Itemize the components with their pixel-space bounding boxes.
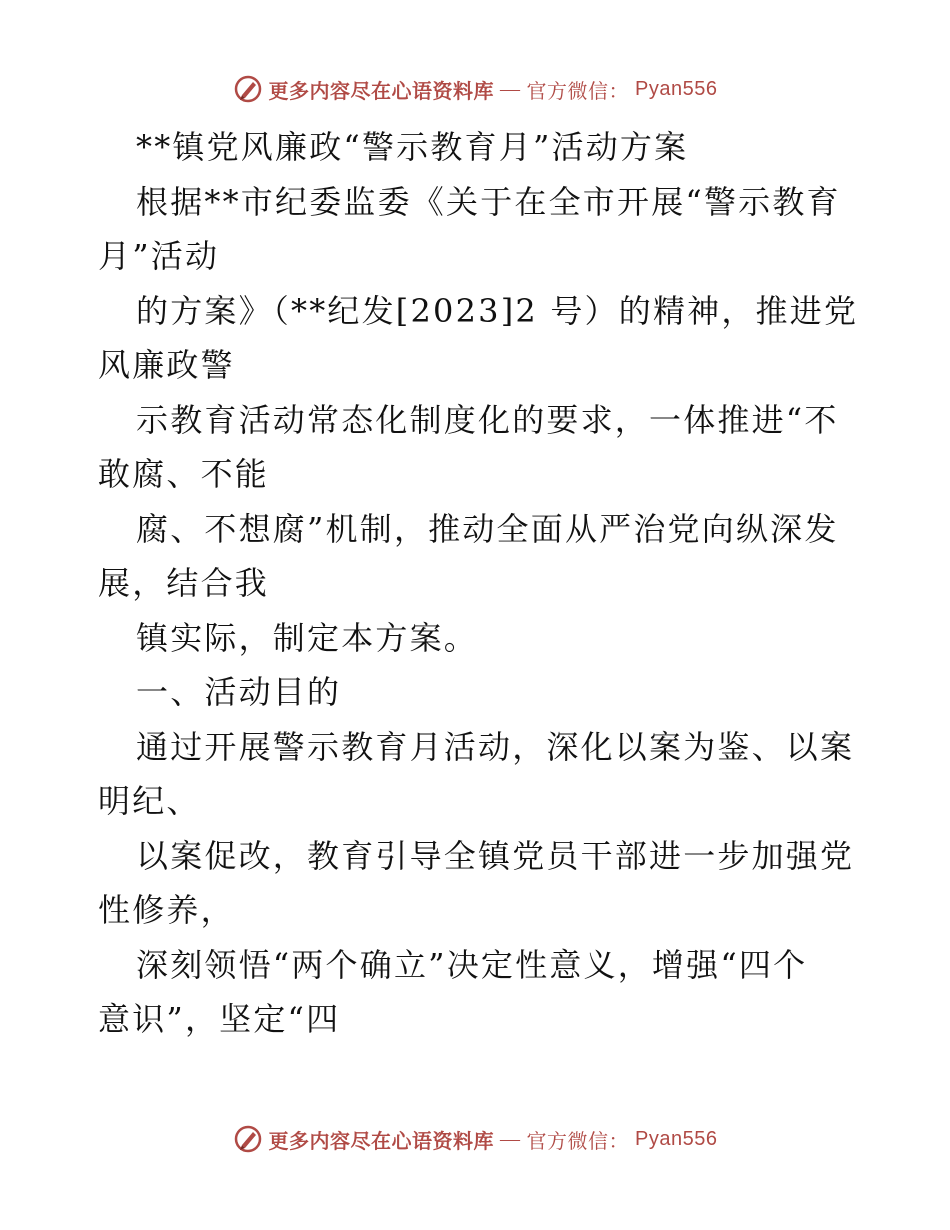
text-line: 展，结合我 (98, 564, 270, 602)
text-line: 根据**市纪委监委《关于在全市开展“警示教育 (136, 182, 841, 221)
text-line: 通过开展警示教育月活动，深化以案为鉴、以案 (136, 727, 855, 766)
document-body (98, 120, 858, 1047)
document-title: **镇党风廉政“警示教育月”活动方案 (136, 128, 689, 166)
watermark-separator: — (500, 77, 521, 100)
text-line: 镇实际，制定本方案。 (136, 618, 479, 657)
footer-watermark (0, 1124, 950, 1154)
pen-logo-icon (233, 74, 263, 104)
text-line: 敢腐、不能 (98, 455, 270, 493)
text-line: 明纪、 (98, 782, 201, 820)
header-watermark (0, 74, 950, 104)
text-line: 深刻领悟“两个确立”决定性意义，增强“四个 (136, 945, 808, 984)
watermark-brand: 更多内容尽在心语资料库 (268, 80, 495, 103)
text-line: 月”活动 (98, 237, 220, 275)
text-line: 意识”，坚定“四 (98, 1000, 341, 1038)
section-heading: 一、活动目的 (136, 673, 342, 711)
text-line: 以案促改，教育引导全镇党员干部进一步加强党 (136, 836, 855, 875)
text-line: 示教育活动常态化制度化的要求，一体推进“不 (136, 400, 839, 439)
pen-logo-icon (233, 1124, 263, 1154)
watermark-account: Pyan556 (635, 77, 718, 100)
text-line: 风廉政警 (98, 346, 235, 384)
text-line: 腐、不想腐”机制，推动全面从严治党向纵深发 (136, 509, 839, 548)
watermark-contact-label: 官方微信： (526, 80, 630, 103)
watermark-separator: — (500, 1127, 521, 1150)
watermark-account: Pyan556 (635, 1127, 718, 1150)
text-line: 的方案》（**纪发[2023]2 号）的精神，推进党 (136, 291, 859, 330)
watermark-contact-label: 官方微信： (526, 1130, 630, 1153)
text-line: 性修养， (98, 891, 235, 929)
watermark-brand: 更多内容尽在心语资料库 (268, 1130, 495, 1153)
